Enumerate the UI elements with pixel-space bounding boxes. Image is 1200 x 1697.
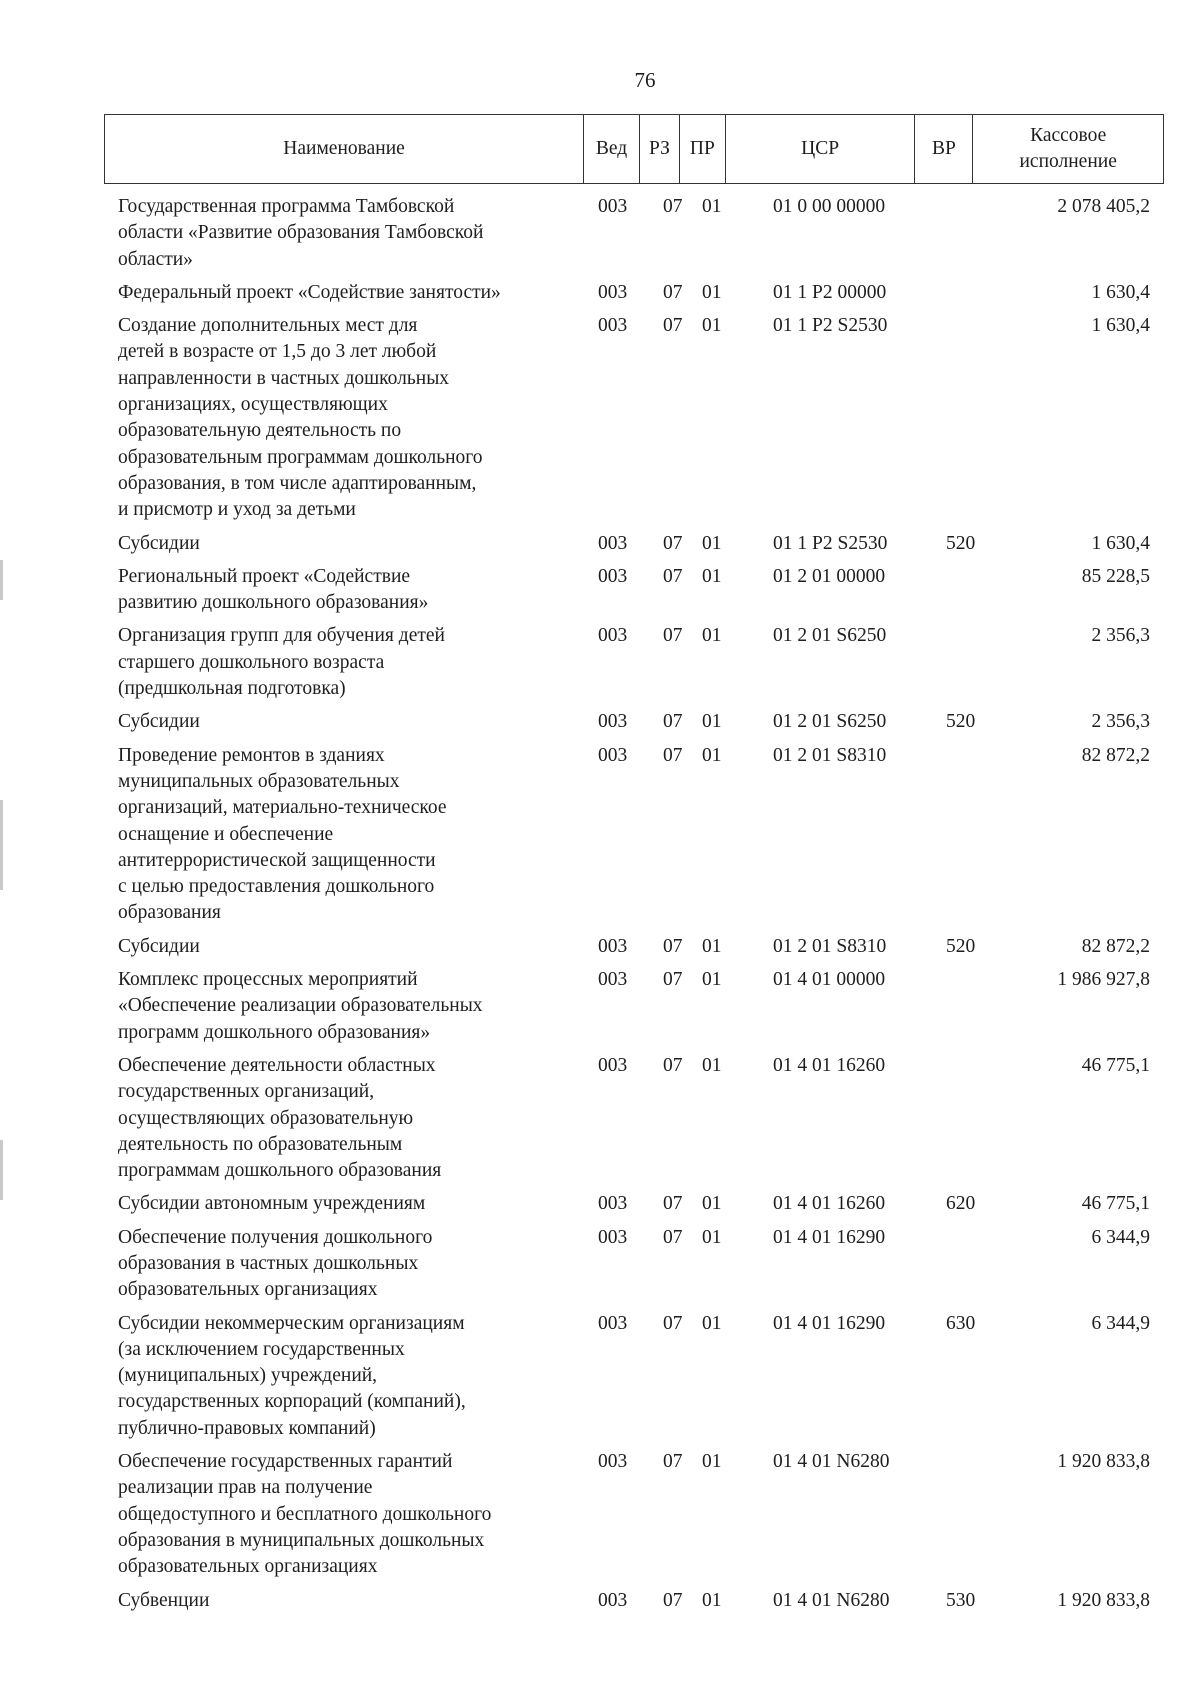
row-vr: 520 — [946, 532, 976, 554]
row-csr: 01 2 01 S6250 — [773, 711, 887, 733]
row-csr: 01 4 01 16260 — [773, 1193, 886, 1215]
row-vr: 530 — [946, 1589, 976, 1611]
table-row — [0, 967, 1200, 1046]
table-row — [0, 313, 1200, 523]
row-rz: 07 — [663, 711, 683, 733]
row-sum: 6 344,9 — [1091, 1226, 1150, 1248]
row-csr: 01 2 01 S6250 — [773, 625, 887, 647]
row-rz: 07 — [663, 1589, 683, 1611]
row-csr: 01 1 P2 S2530 — [773, 315, 888, 337]
row-sum: 82 872,2 — [1081, 935, 1150, 957]
row-csr: 01 2 01 S8310 — [773, 935, 887, 957]
row-pr: 01 — [702, 196, 722, 217]
row-name: Субвенции — [118, 1589, 210, 1611]
row-ved: 003 — [598, 1193, 628, 1215]
row-vr: 620 — [946, 1193, 976, 1215]
row-sum: 6 344,9 — [1091, 1312, 1150, 1334]
row-csr: 01 2 01 S8310 — [773, 744, 887, 766]
table-row — [0, 194, 1200, 273]
row-name: Федеральный проект «Содействие занятости» — [118, 281, 501, 303]
row-sum: 1 986 927,8 — [1057, 969, 1150, 991]
row-ved: 003 — [598, 315, 628, 337]
row-ved: 003 — [598, 1589, 628, 1611]
row-pr: 01 — [702, 744, 722, 766]
row-name: Обеспечение получения дошкольного образования в частных дошкольных образовательных организациях — [118, 1226, 433, 1301]
row-name: Комплекс процессных мероприятий «Обеспечение реализации образовательных программ дошкольного образования» — [118, 969, 483, 1043]
row-name: Субсидии некоммерческим организациям (за исключением государственных (муниципальных) учреждений, государственных корпораций (компаний), публично-правовых компаний) — [118, 1312, 466, 1439]
row-ved: 003 — [598, 196, 628, 217]
row-vr: 630 — [946, 1312, 976, 1334]
row-csr: 01 1 P2 S2530 — [773, 532, 888, 554]
row-pr: 01 — [702, 281, 722, 303]
row-ved: 003 — [598, 1451, 628, 1473]
row-name: Государственная программа Тамбовской области «Развитие образования Тамбовской области» — [118, 196, 484, 270]
row-rz: 07 — [663, 935, 683, 957]
row-rz: 07 — [663, 315, 683, 337]
row-name: Субсидии — [118, 532, 200, 554]
row-pr: 01 — [702, 565, 722, 587]
row-ved: 003 — [598, 711, 628, 733]
row-pr: 01 — [702, 1226, 722, 1248]
row-csr: 01 4 01 N6280 — [773, 1589, 890, 1611]
row-csr: 01 4 01 00000 — [773, 969, 886, 991]
row-pr: 01 — [702, 969, 722, 991]
row-pr: 01 — [702, 1589, 722, 1611]
scan-edge-mark — [0, 1140, 3, 1200]
table-header — [104, 114, 1164, 184]
row-ved: 003 — [598, 969, 628, 991]
row-ved: 003 — [598, 744, 628, 766]
row-ved: 003 — [598, 281, 628, 303]
row-ved: 003 — [598, 1312, 628, 1334]
table-row — [0, 1225, 1200, 1304]
row-rz: 07 — [663, 1451, 683, 1473]
row-name: Региональный проект «Содействие развитию дошкольного образования» — [118, 565, 429, 614]
row-sum: 1 920 833,8 — [1057, 1451, 1150, 1473]
row-sum: 1 630,4 — [1091, 281, 1150, 303]
row-csr: 01 2 01 00000 — [773, 565, 886, 587]
row-sum: 85 228,5 — [1081, 565, 1150, 587]
row-name: Создание дополнительных мест для детей в возрасте от 1,5 до 3 лет любой направленности в частных дошкольных организациях, осуществляющих образовательную деятельность по образовательным программам дошкольного образования, в том числе адаптированным, и присмотр и уход за детьми — [118, 315, 483, 521]
table-row — [0, 280, 1200, 306]
row-rz: 07 — [663, 1226, 683, 1248]
row-rz: 07 — [663, 196, 683, 217]
header-csr: ЦСР — [726, 115, 916, 183]
header-pr: ПР — [680, 115, 726, 183]
header-name: Наименование — [105, 115, 584, 183]
row-rz: 07 — [663, 532, 683, 554]
row-name: Обеспечение государственных гарантий реализации прав на получение общедоступного и бесплатного дошкольного образования в муниципальных дошкольных образовательных организациях — [118, 1451, 492, 1578]
row-csr: 01 4 01 16290 — [773, 1226, 886, 1248]
table-row — [0, 623, 1200, 702]
table-row — [0, 934, 1200, 960]
row-pr: 01 — [702, 532, 722, 554]
page-number: 76 — [634, 68, 656, 92]
row-name: Субсидии автономным учреждениям — [118, 1193, 426, 1215]
row-rz: 07 — [663, 565, 683, 587]
row-csr: 01 4 01 16260 — [773, 1054, 886, 1076]
row-rz: 07 — [663, 744, 683, 766]
row-sum: 82 872,2 — [1081, 744, 1150, 766]
table-row — [0, 531, 1200, 557]
row-sum: 46 775,1 — [1081, 1193, 1150, 1215]
table-row — [0, 564, 1200, 617]
row-pr: 01 — [702, 1312, 722, 1334]
row-rz: 07 — [663, 281, 683, 303]
table-row — [0, 709, 1200, 735]
header-ved: Вед — [584, 115, 640, 183]
row-csr: 01 4 01 N6280 — [773, 1451, 890, 1473]
row-csr: 01 4 01 16290 — [773, 1312, 886, 1334]
row-pr: 01 — [702, 935, 722, 957]
row-ved: 003 — [598, 1226, 628, 1248]
row-sum: 2 078 405,2 — [1057, 196, 1150, 217]
row-sum: 46 775,1 — [1081, 1054, 1150, 1076]
row-ved: 003 — [598, 532, 628, 554]
row-pr: 01 — [702, 1193, 722, 1215]
scan-edge-mark — [0, 560, 3, 600]
row-rz: 07 — [663, 625, 683, 647]
row-csr: 01 1 P2 00000 — [773, 281, 887, 303]
row-vr: 520 — [946, 935, 976, 957]
row-sum: 1 920 833,8 — [1057, 1589, 1150, 1611]
row-ved: 003 — [598, 1054, 628, 1076]
row-name: Проведение ремонтов в зданиях муниципальных образовательных организаций, материально-техническое оснащение и обеспечение антитеррористической защищенности с целью предоставления дошкольного образования — [118, 744, 447, 924]
row-name: Обеспечение деятельности областных государственных организаций, осуществляющих образовательную деятельность по образовательным программам дошкольного образования — [118, 1054, 442, 1182]
table-row — [0, 1191, 1200, 1217]
table-row — [0, 1053, 1200, 1184]
row-sum: 1 630,4 — [1091, 532, 1150, 554]
row-pr: 01 — [702, 1451, 722, 1473]
row-name: Субсидии — [118, 711, 200, 733]
table-body — [0, 194, 1200, 1621]
row-rz: 07 — [663, 1054, 683, 1076]
row-vr: 520 — [946, 711, 976, 733]
row-pr: 01 — [702, 315, 722, 337]
row-sum: 2 356,3 — [1091, 625, 1150, 647]
header-rz: РЗ — [640, 115, 680, 183]
row-pr: 01 — [702, 1054, 722, 1076]
row-ved: 003 — [598, 935, 628, 957]
row-name: Субсидии — [118, 935, 200, 957]
header-vr: ВР — [915, 115, 973, 183]
row-sum: 1 630,4 — [1091, 315, 1150, 337]
row-pr: 01 — [702, 711, 722, 733]
row-rz: 07 — [663, 969, 683, 991]
header-sum: Кассовое исполнение — [1019, 125, 1117, 172]
row-rz: 07 — [663, 1312, 683, 1334]
scan-edge-mark — [0, 800, 3, 890]
row-sum: 2 356,3 — [1091, 711, 1150, 733]
row-csr: 01 0 00 00000 — [773, 196, 886, 217]
row-pr: 01 — [702, 625, 722, 647]
table-row — [0, 1449, 1200, 1580]
row-name: Организация групп для обучения детей старшего дошкольного возраста (предшкольная подготовка) — [118, 625, 445, 700]
table-row — [0, 743, 1200, 927]
table-row — [0, 1588, 1200, 1614]
row-ved: 003 — [598, 625, 628, 647]
table-row — [0, 1311, 1200, 1442]
row-rz: 07 — [663, 1193, 683, 1215]
row-ved: 003 — [598, 565, 628, 587]
